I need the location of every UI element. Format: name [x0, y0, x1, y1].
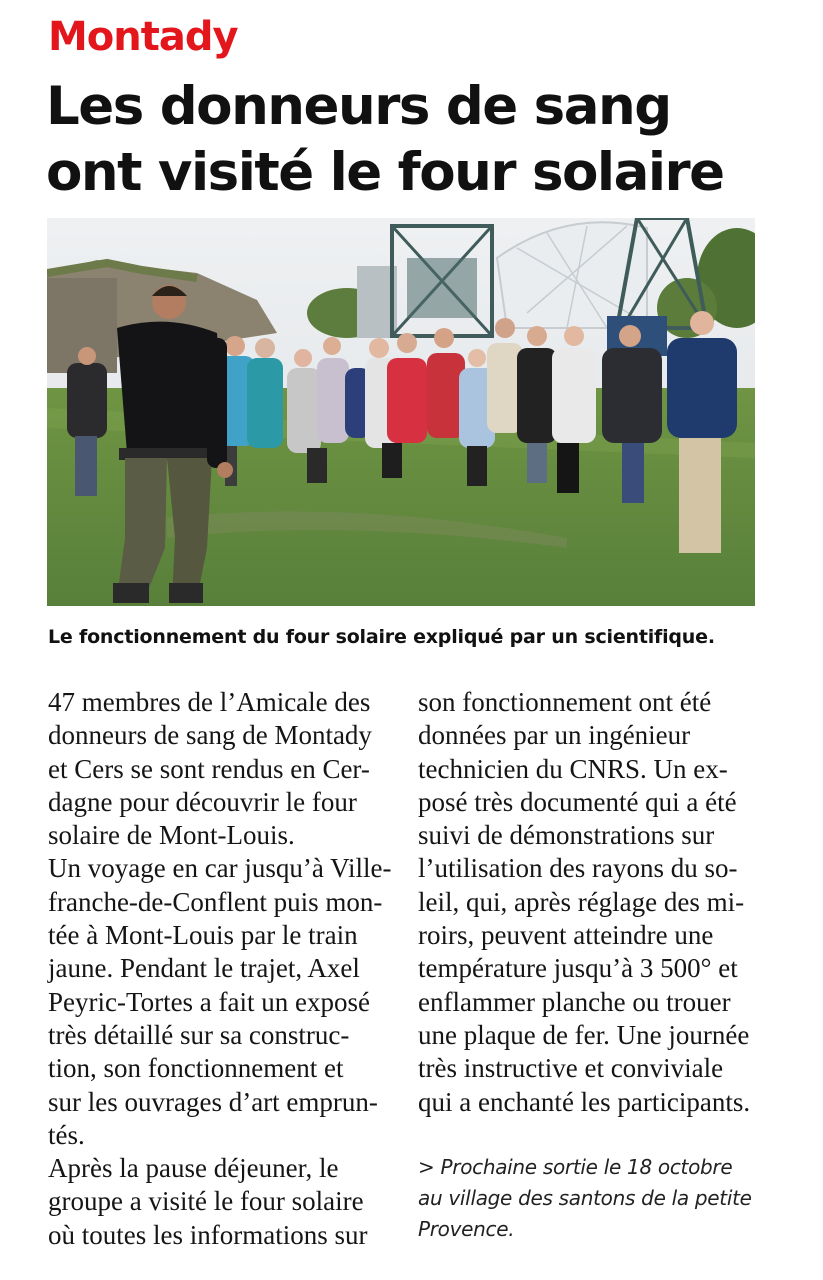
body-line: et Cers se sont rendus en Cer- — [48, 753, 370, 784]
article-body-right-column — [418, 686, 763, 1119]
body-line: son fonctionnement ont été — [418, 687, 712, 717]
body-line: donneurs de sang de Montady — [48, 720, 372, 751]
body-line: 47 membres de l’Amicale des — [48, 687, 371, 717]
note-line: Provence. — [418, 1217, 515, 1241]
body-line: solaire de Mont-Louis. — [48, 820, 295, 851]
body-line: roirs, peuvent atteindre une — [418, 920, 714, 951]
headline-line: ont visité le four solaire — [46, 142, 724, 203]
body-line: très détaillé sur sa construc- — [48, 1019, 350, 1050]
body-line: qui a enchanté les participants. — [418, 1086, 751, 1117]
body-line: Après la pause déjeuner, le — [48, 1153, 339, 1184]
body-line: Peyric-Tortes a fait un exposé — [48, 986, 370, 1017]
body-line: données par un ingénieur — [418, 720, 691, 751]
body-line: tion, son fonctionnement et — [48, 1053, 344, 1084]
article-photo — [47, 218, 755, 606]
body-line: technicien du CNRS. Un ex- — [418, 753, 728, 784]
next-outing-note — [418, 1152, 778, 1245]
photo-caption: Le fonctionnement du four solaire expliqué par un scientifique. — [48, 626, 715, 648]
body-line: l’utilisation des rayons du so- — [418, 853, 738, 884]
body-line: suivi de démonstrations sur — [418, 820, 715, 851]
body-line: sur les ouvrages d’art emprun- — [48, 1086, 378, 1117]
article-body-left-column — [48, 686, 393, 1252]
body-line: tés. — [48, 1119, 85, 1150]
body-line: tée à Mont-Louis par le train — [48, 920, 358, 951]
body-line: une plaque de fer. Une journée — [418, 1019, 750, 1050]
body-line: température jusqu’à 3 500° et — [418, 953, 738, 984]
note-line: au village des santons de la petite — [418, 1186, 752, 1210]
body-line: où toutes les informations sur — [48, 1219, 368, 1250]
headline — [46, 74, 786, 206]
body-line: groupe a visité le four solaire — [48, 1186, 364, 1217]
body-line: posé très documenté qui a été — [418, 786, 737, 817]
body-line: jaune. Pendant le trajet, Axel — [48, 953, 360, 984]
section-kicker: Montady — [48, 14, 238, 60]
body-line: leil, qui, après réglage des mi- — [418, 886, 745, 917]
body-line: franche-de-Conflent puis mon- — [48, 886, 383, 917]
body-line: enflammer planche ou trouer — [418, 986, 731, 1017]
note-line: > Prochaine sortie le 18 octobre — [418, 1155, 733, 1179]
body-line: dagne pour découvrir le four — [48, 786, 357, 817]
body-line: Un voyage en car jusqu’à Ville- — [48, 853, 392, 884]
body-line: très instructive et conviviale — [418, 1053, 724, 1084]
headline-line: Les donneurs de sang — [46, 76, 671, 137]
